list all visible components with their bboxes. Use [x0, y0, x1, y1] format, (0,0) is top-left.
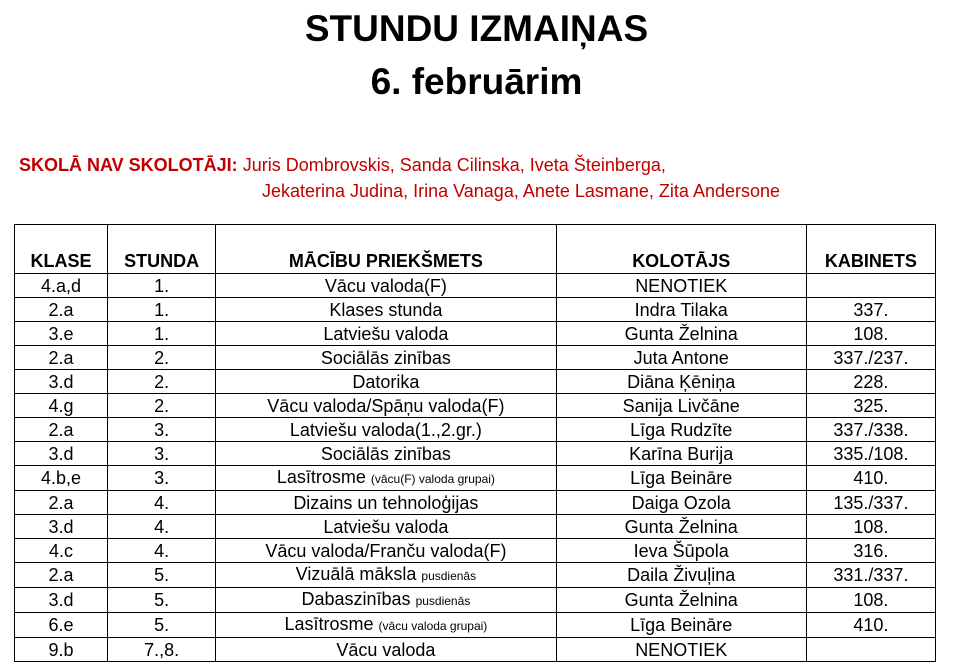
- cell-teacher: Indra Tilaka: [556, 298, 806, 322]
- cell-subject: [216, 394, 556, 418]
- cell-klase: 2.a: [15, 491, 108, 515]
- subject-name: Vācu valoda/Spāņu valoda(F): [267, 395, 505, 416]
- cell-stunda: 3.: [108, 442, 216, 466]
- cell-subject: [216, 638, 556, 662]
- page-title: STUNDU IZMAIŅAS: [304, 8, 649, 49]
- header-teacher: KOLOTĀJS: [556, 225, 806, 274]
- subject-name: Vācu valoda: [336, 639, 436, 660]
- table-row: [15, 346, 936, 370]
- cell-room: 410.: [806, 613, 935, 638]
- table-row: [15, 563, 936, 588]
- subject-note: pusdienās: [415, 594, 471, 608]
- header-klase: KLASE: [15, 225, 108, 274]
- cell-subject: [216, 298, 556, 322]
- cell-klase: 3.d: [15, 442, 108, 466]
- cell-subject: [216, 491, 556, 515]
- absent-teachers-notice: [19, 152, 939, 204]
- cell-stunda: 5.: [108, 613, 216, 638]
- cell-subject: [216, 563, 556, 588]
- cell-subject: [216, 346, 556, 370]
- cell-subject: [216, 418, 556, 442]
- cell-teacher: Juta Antone: [556, 346, 806, 370]
- cell-stunda: 3.: [108, 418, 216, 442]
- cell-subject: [216, 370, 556, 394]
- absent-teachers-list-2: Jekaterina Judina, Irina Vanaga, Anete Lasmane, Zita Andersone: [262, 181, 781, 201]
- subject-note: pusdienās: [421, 569, 477, 583]
- cell-stunda: 7.,8.: [108, 638, 216, 662]
- table-body: [15, 274, 936, 662]
- cell-room: 325.: [806, 394, 935, 418]
- subject-note: (vācu(F) valoda grupai): [370, 472, 495, 486]
- cell-room: 337./237.: [806, 346, 935, 370]
- cell-klase: 3.d: [15, 588, 108, 613]
- subject-name: Latviešu valoda(1.,2.gr.): [289, 419, 482, 440]
- schedule-changes-table: [14, 224, 936, 662]
- cell-teacher: Līga Beināre: [556, 466, 806, 491]
- table-row: [15, 466, 936, 491]
- cell-klase: 3.e: [15, 322, 108, 346]
- cell-stunda: 4.: [108, 539, 216, 563]
- cell-teacher: NENOTIEK: [556, 274, 806, 298]
- table-row: [15, 588, 936, 613]
- table-row: [15, 442, 936, 466]
- subject-name: Vizuālā māksla: [295, 564, 417, 584]
- cell-subject: [216, 613, 556, 638]
- cell-subject: [216, 274, 556, 298]
- cell-subject: [216, 322, 556, 346]
- cell-room: 108.: [806, 588, 935, 613]
- cell-klase: 4.g: [15, 394, 108, 418]
- cell-room: 228.: [806, 370, 935, 394]
- cell-teacher: Daiga Ozola: [556, 491, 806, 515]
- cell-teacher: Gunta Želnina: [556, 322, 806, 346]
- cell-subject: [216, 539, 556, 563]
- cell-teacher: Gunta Želnina: [556, 588, 806, 613]
- cell-subject: [216, 466, 556, 491]
- cell-room: [806, 274, 935, 298]
- table-row: [15, 394, 936, 418]
- table-row: [15, 638, 936, 662]
- cell-teacher: Ieva Šūpola: [556, 539, 806, 563]
- cell-klase: 3.d: [15, 370, 108, 394]
- cell-teacher: Gunta Želnina: [556, 515, 806, 539]
- table-row: [15, 418, 936, 442]
- subject-name: Sociālās zinības: [320, 443, 451, 464]
- cell-room: 335./108.: [806, 442, 935, 466]
- subject-name: Lasītrosme: [276, 467, 366, 487]
- table-row: [15, 515, 936, 539]
- cell-klase: 6.e: [15, 613, 108, 638]
- cell-klase: 3.d: [15, 515, 108, 539]
- subject-name: Latviešu valoda: [323, 323, 449, 344]
- table-row: [15, 539, 936, 563]
- cell-stunda: 4.: [108, 491, 216, 515]
- page-subtitle-date: 6. februārim: [370, 61, 583, 102]
- absent-teachers-label: SKOLĀ NAV SKOLOTĀJI:: [19, 155, 238, 175]
- subject-name: Klases stunda: [329, 299, 443, 320]
- cell-stunda: 4.: [108, 515, 216, 539]
- header-room: KABINETS: [806, 225, 935, 274]
- table-row: [15, 322, 936, 346]
- cell-stunda: 1.: [108, 322, 216, 346]
- subject-note: (vācu valoda grupai): [378, 619, 488, 633]
- cell-klase: 2.a: [15, 346, 108, 370]
- cell-stunda: 2.: [108, 370, 216, 394]
- cell-klase: 2.a: [15, 298, 108, 322]
- cell-klase: 4.a,d: [15, 274, 108, 298]
- cell-room: 337.: [806, 298, 935, 322]
- cell-stunda: 1.: [108, 298, 216, 322]
- cell-room: 108.: [806, 515, 935, 539]
- cell-teacher: NENOTIEK: [556, 638, 806, 662]
- cell-stunda: 2.: [108, 346, 216, 370]
- header-subject: MĀCĪBU PRIEKŠMETS: [216, 225, 556, 274]
- table-row: [15, 491, 936, 515]
- subject-name: Dabaszinības: [301, 589, 411, 609]
- subject-name: Vācu valoda/Franču valoda(F): [265, 540, 507, 561]
- subject-name: Dizains un tehnoloģijas: [293, 492, 479, 513]
- absent-teachers-line-2: [19, 178, 939, 204]
- cell-teacher: Līga Beināre: [556, 613, 806, 638]
- absent-teachers-list-1: Juris Dombrovskis, Sanda Cilinska, Iveta Šteinberga,: [242, 155, 666, 175]
- cell-teacher: Karīna Burija: [556, 442, 806, 466]
- cell-teacher: Sanija Livčāne: [556, 394, 806, 418]
- cell-stunda: 1.: [108, 274, 216, 298]
- subject-name: Sociālās zinības: [320, 347, 451, 368]
- subject-name: Datorika: [352, 371, 420, 392]
- cell-room: 316.: [806, 539, 935, 563]
- table-row: [15, 370, 936, 394]
- cell-room: 337./338.: [806, 418, 935, 442]
- cell-subject: [216, 442, 556, 466]
- table-row: [15, 274, 936, 298]
- cell-klase: 4.b,e: [15, 466, 108, 491]
- cell-room: 331./337.: [806, 563, 935, 588]
- absent-teachers-line-1: [19, 152, 939, 178]
- subject-name: Vācu valoda(F): [324, 275, 447, 296]
- cell-room: [806, 638, 935, 662]
- table-row: [15, 613, 936, 638]
- table-header-row: [15, 225, 936, 274]
- cell-klase: 4.c: [15, 539, 108, 563]
- cell-stunda: 3.: [108, 466, 216, 491]
- cell-teacher: Diāna Ķēniņa: [556, 370, 806, 394]
- cell-room: 108.: [806, 322, 935, 346]
- subject-name: Latviešu valoda: [323, 516, 449, 537]
- cell-stunda: 2.: [108, 394, 216, 418]
- cell-teacher: Daila Živuļina: [556, 563, 806, 588]
- cell-subject: [216, 588, 556, 613]
- cell-klase: 2.a: [15, 563, 108, 588]
- cell-klase: 9.b: [15, 638, 108, 662]
- cell-klase: 2.a: [15, 418, 108, 442]
- cell-subject: [216, 515, 556, 539]
- table-row: [15, 298, 936, 322]
- cell-stunda: 5.: [108, 588, 216, 613]
- cell-teacher: Līga Rudzīte: [556, 418, 806, 442]
- header-stunda: STUNDA: [108, 225, 216, 274]
- cell-room: 410.: [806, 466, 935, 491]
- cell-stunda: 5.: [108, 563, 216, 588]
- subject-name: Lasītrosme: [284, 614, 374, 634]
- cell-room: 135./337.: [806, 491, 935, 515]
